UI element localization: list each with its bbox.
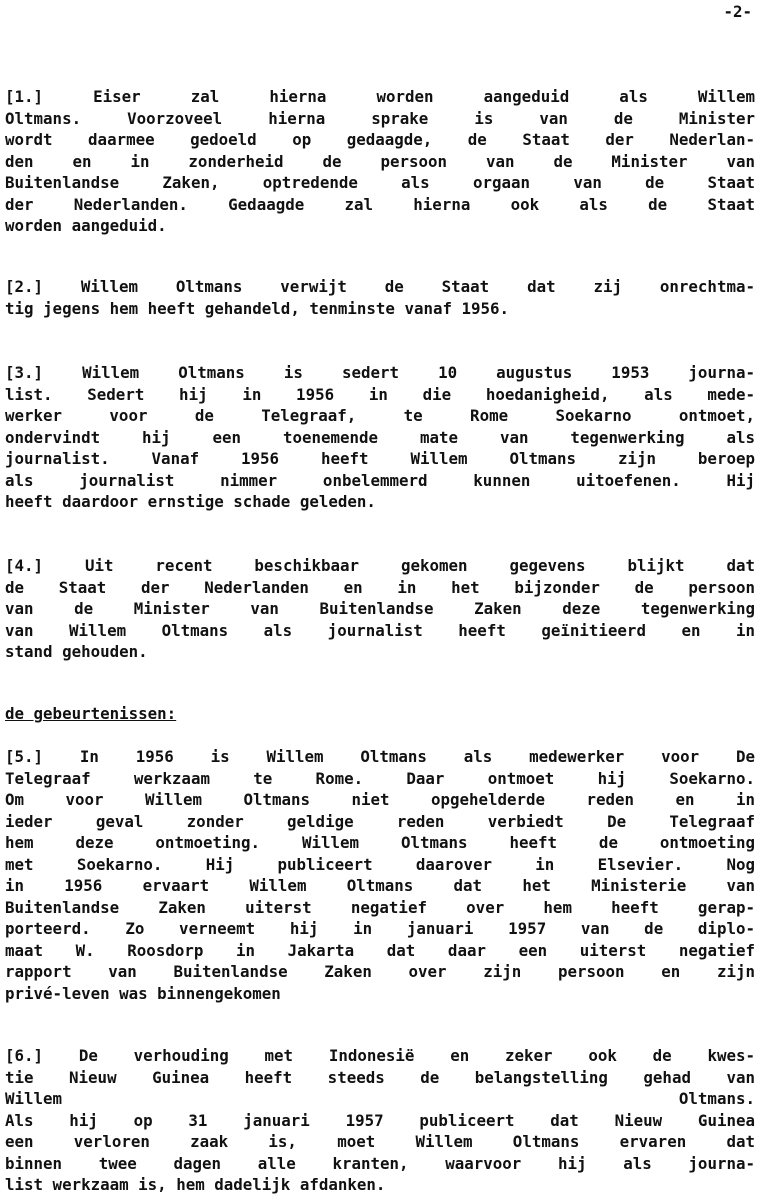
page-number: -2- bbox=[723, 2, 752, 21]
text-line: journalist. Vanaf 1956 heeft Willem Oltmans zijn beroep bbox=[5, 449, 755, 468]
text-line: [2.] Willem Oltmans verwijt de Staat dat zij onrechtma- bbox=[5, 277, 755, 296]
text-line: tie Nieuw Guinea heeft steeds de belangstelling gehad van bbox=[5, 1067, 755, 1087]
text-line: werker voor de Telegraaf, te Rome Soekarno ontmoet, bbox=[5, 406, 755, 425]
text-line: Oltmans. Voorzoveel hierna sprake is van de Minister bbox=[5, 108, 755, 128]
text-line: een verloren zaak is, moet Willem Oltmans ervaren dat bbox=[5, 1132, 755, 1151]
paragraph-1 bbox=[5, 86, 755, 237]
paragraph-6 bbox=[5, 1045, 755, 1196]
text-line: Telegraaf werkzaam te Rome. Daar ontmoet hij Soekarno. bbox=[5, 768, 755, 788]
text-line: rapport van Buitenlandse Zaken over zijn persoon en zijn bbox=[5, 962, 755, 981]
text-line: den en in zonderheid de persoon van de Minister van bbox=[5, 151, 755, 171]
text-line: der Nederlanden. Gedaagde zal hierna ook als de Staat bbox=[5, 194, 755, 214]
text-line: als journalist nimmer onbelemmerd kunnen uitoefenen. Hij bbox=[5, 470, 755, 490]
text-line: van Willem Oltmans als journalist heeft geïnitieerd en in bbox=[5, 620, 755, 640]
text-line: stand gehouden. bbox=[5, 642, 148, 661]
paragraph-3 bbox=[5, 362, 755, 513]
text-line: Willem Oltmans. bbox=[5, 1089, 755, 1108]
text-line: [4.] Uit recent beschikbaar gekomen gegevens blijkt dat bbox=[5, 556, 755, 575]
paragraph-5 bbox=[5, 746, 755, 1004]
text-line: [3.] Willem Oltmans is sedert 10 augustus 1953 journa- bbox=[5, 363, 755, 382]
text-line: tig jegens hem heeft gehandeld, tenminste vanaf 1956. bbox=[5, 298, 510, 318]
text-line: wordt daarmee gedoeld op gedaagde, de Staat der Nederlan- bbox=[5, 130, 755, 149]
text-line: van de Minister van Buitenlandse Zaken deze tegenwerking bbox=[5, 599, 755, 618]
text-line: Buitenlandse Zaken uiterst negatief over hem heeft gerap- bbox=[5, 897, 755, 917]
text-line: list werkzaam is, hem dadelijk afdanken. bbox=[5, 1175, 386, 1194]
text-line: worden aangeduid. bbox=[5, 216, 167, 235]
text-line: hem deze ontmoeting. Willem Oltmans heeft de ontmoeting bbox=[5, 833, 755, 852]
text-line: Om voor Willem Oltmans niet opgehelderde reden en in bbox=[5, 790, 755, 809]
text-line: de Staat der Nederlanden en in het bijzonder de persoon bbox=[5, 577, 755, 597]
text-line: [6.] De verhouding met Indonesië en zeker ook de kwes- bbox=[5, 1046, 755, 1065]
text-line: in 1956 ervaart Willem Oltmans dat het Ministerie van bbox=[5, 876, 755, 895]
text-line: porteerd. Zo verneemt hij in januari 1957 van de diplo- bbox=[5, 919, 755, 938]
text-line: Als hij op 31 januari 1957 publiceert dat Nieuw Guinea bbox=[5, 1110, 755, 1130]
paragraph-4 bbox=[5, 555, 755, 663]
text-line: met Soekarno. Hij publiceert daarover in Elsevier. Nog bbox=[5, 854, 755, 874]
text-line: maat W. Roosdorp in Jakarta dat daar een uiterst negatief bbox=[5, 940, 755, 960]
text-line: [1.] Eiser zal hierna worden aangeduid als Willem bbox=[5, 87, 755, 106]
text-line: heeft daardoor ernstige schade geleden. bbox=[5, 492, 376, 511]
section-heading: de gebeurtenissen: bbox=[5, 704, 177, 723]
text-line: Buitenlandse Zaken, optredende als orgaan van de Staat bbox=[5, 173, 755, 192]
text-line: privé-leven was binnengekomen bbox=[5, 983, 281, 1003]
paragraph-2 bbox=[5, 276, 755, 319]
text-line: list. Sedert hij in 1956 in die hoedanigheid, als mede- bbox=[5, 384, 755, 404]
text-line: [5.] In 1956 is Willem Oltmans als medewerker voor De bbox=[5, 747, 755, 766]
text-line: ondervindt hij een toenemende mate van tegenwerking als bbox=[5, 427, 755, 447]
text-line: binnen twee dagen alle kranten, waarvoor hij als journa- bbox=[5, 1153, 755, 1173]
text-line: ieder geval zonder geldige reden verbiedt De Telegraaf bbox=[5, 811, 755, 831]
